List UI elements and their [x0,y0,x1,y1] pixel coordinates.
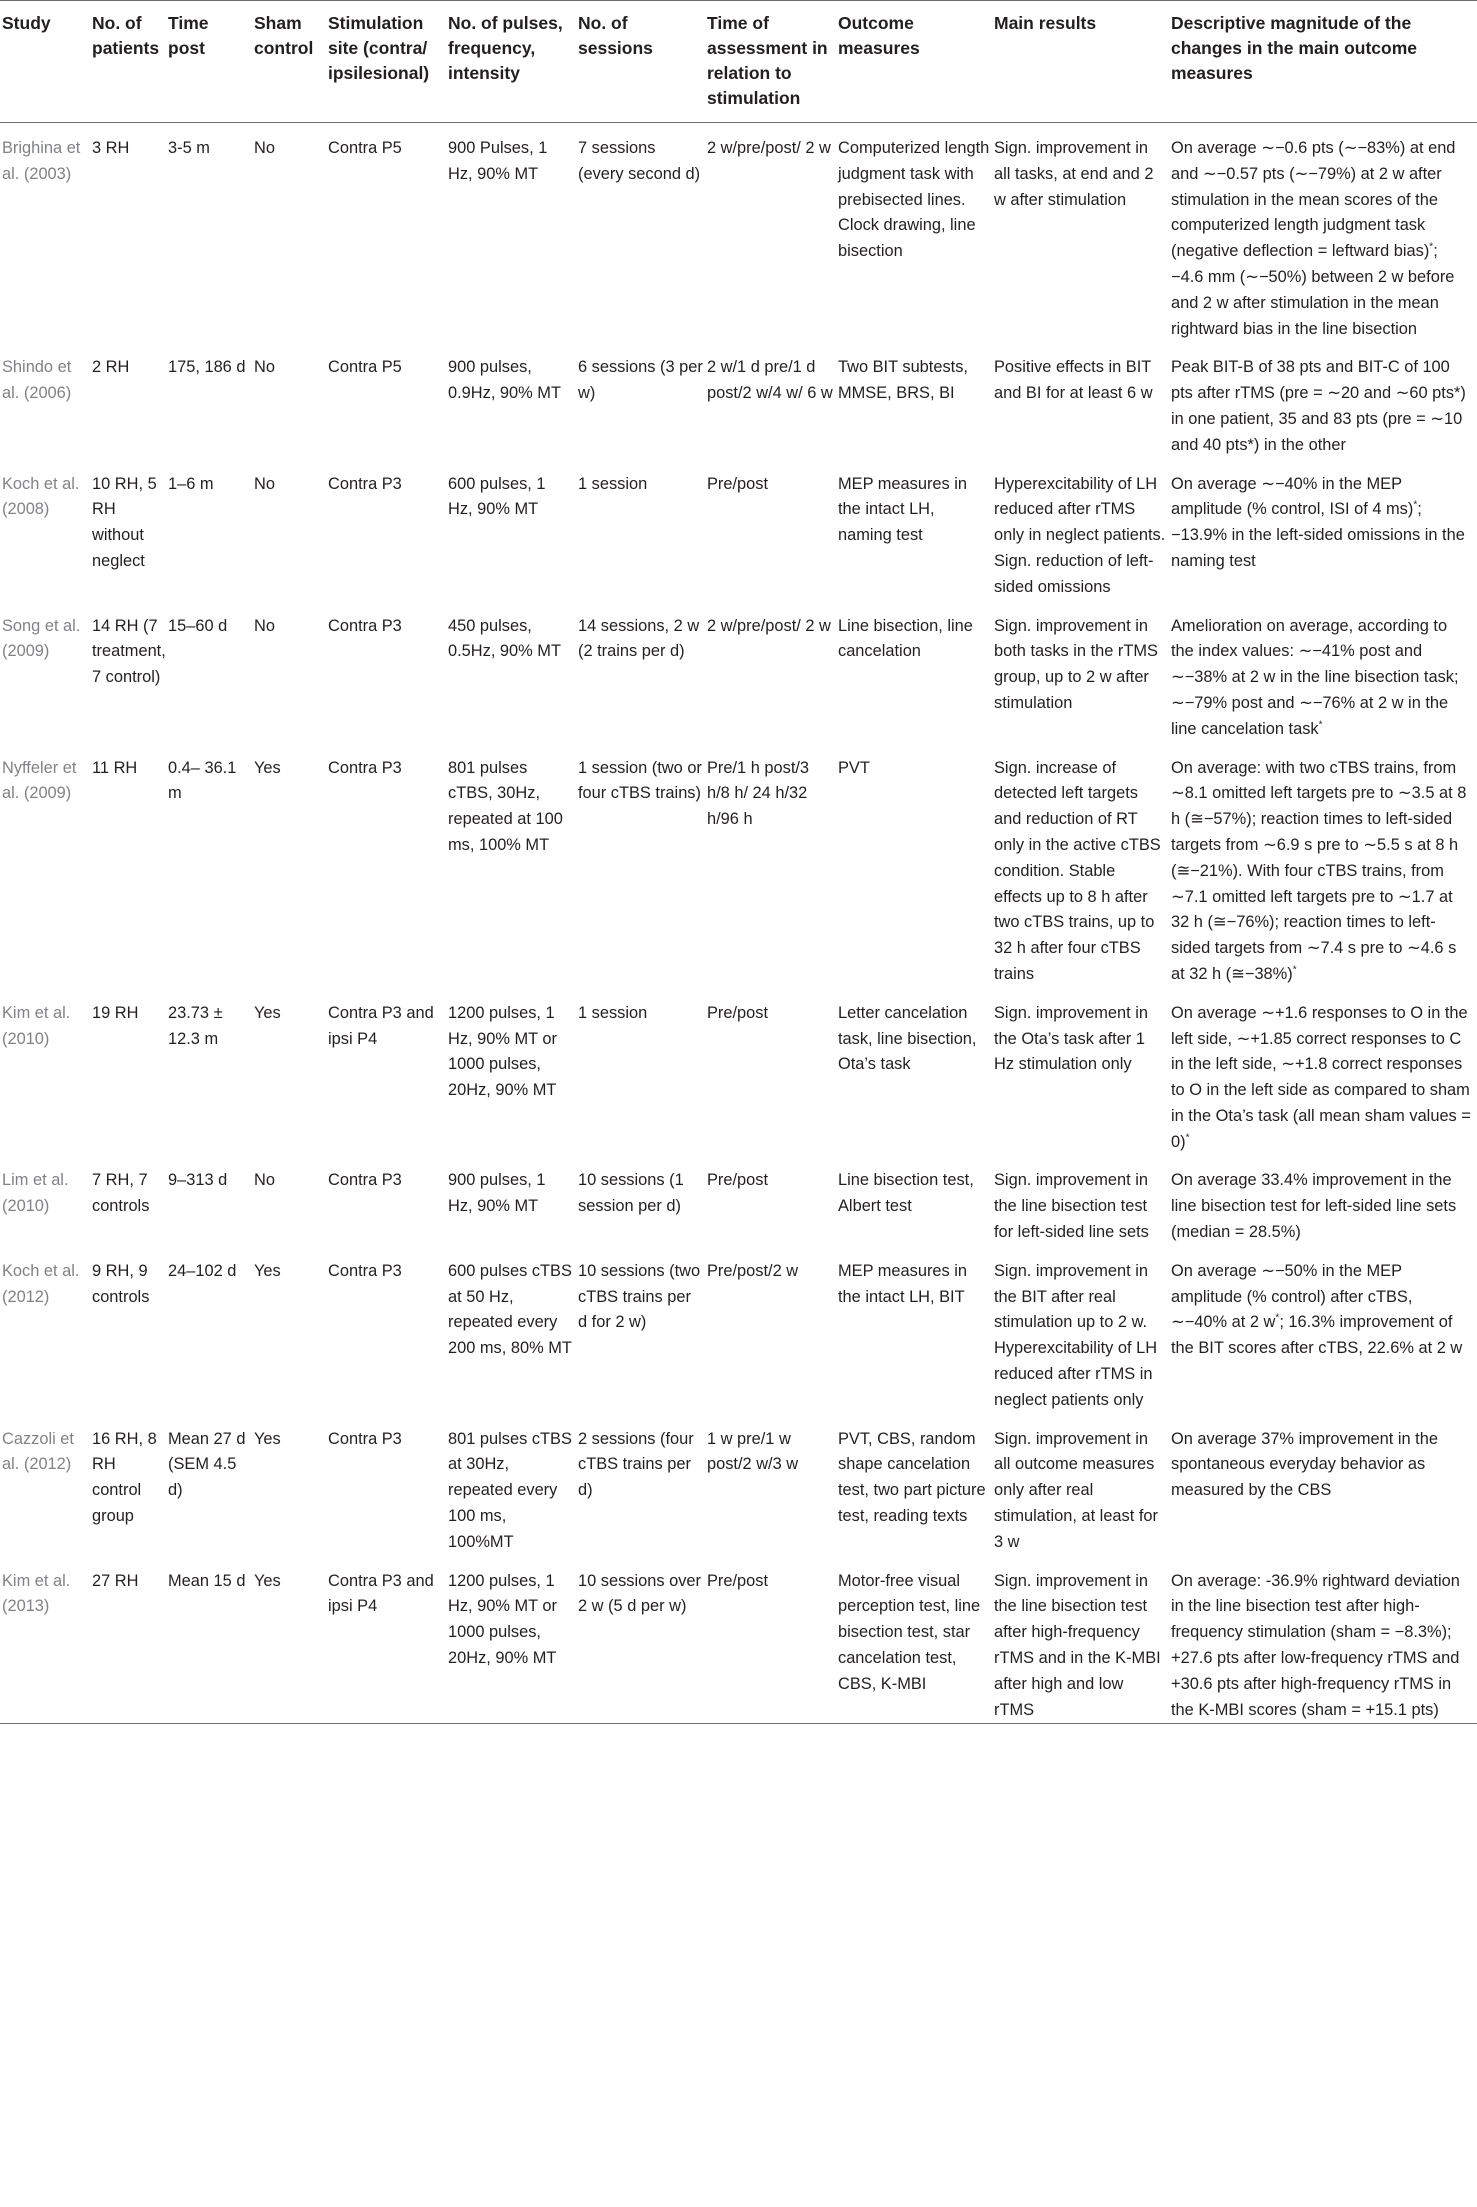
cell-sessions: 1 session [578,474,648,493]
cell-pulses: 600 pulses, 1 Hz, 90% MT [448,474,546,519]
cell-magnitude: On average: with two cTBS trains, from ∼8.1 omitted left targets pre to ∼3.5 at 8 h (≅−57%); reaction times to left-sided targets from ∼6.9 s pre to ∼5.5 s at 8 h (≅−21%). With four cTBS trains, from ∼7.1 omitted left targets pre to ∼1.7 at 32 h (≅−76%); reaction times to left-sided targets from ∼7.4 s pre to ∼4.6 s at 32 h (≅−38%)* [1171,758,1467,983]
cell-outcome: Two BIT subtests, MMSE, BRS, BI [838,358,968,403]
header-magnitude: Descriptive magnitude of the changes in the main outcome measures [1171,1,1477,123]
cell-site: Contra P3 [328,1171,402,1190]
cell-sham: Yes [254,1571,281,1590]
cell-study: Koch et al. (2012) [2,1261,80,1306]
cell-magnitude: On average ∼−50% in the MEP amplitude (% control) after cTBS, ∼−40% at 2 w*; 16.3% improvement of the BIT scores after cTBS, 22.6% at 2 w [1171,1261,1463,1358]
cell-sessions: 2 sessions (four cTBS trains per d) [578,1429,694,1500]
cell-sham: Yes [254,1003,281,1022]
cell-sham: No [254,139,275,157]
header-sham: Sham control [254,1,328,123]
cell-patients: 9 RH, 9 controls [92,1261,150,1306]
cell-results: Sign. improvement in the BIT after real stimulation up to 2 w. Hyperexcitability of LH reduced after rTMS in neglect patients only [994,1261,1158,1409]
cell-sessions: 14 sessions, 2 w (2 trains per d) [578,616,700,661]
cell-sham: No [254,616,275,635]
cell-outcome: Computerized length judgment task with prebisected lines. Clock drawing, line bisection [838,139,990,261]
cell-magnitude: On average 33.4% improvement in the line bisection test for left-sided line sets (median = 28.5%) [1171,1171,1457,1242]
cell-study: Brighina et al. (2003) [2,139,81,183]
cell-results: Sign. improvement in all tasks, at end and 2 w after stimulation [994,139,1154,209]
cell-pulses: 1200 pulses, 1 Hz, 90% MT or 1000 pulses, 20Hz, 90% MT [448,1571,557,1668]
cell-outcome: MEP measures in the intact LH, BIT [838,1261,968,1306]
cell-sham: Yes [254,1261,281,1280]
cell-time-post: 3-5 m [168,139,210,157]
cell-magnitude: On average ∼+1.6 responses to O in the left side, ∼+1.85 correct responses to C in the left side, ∼+1.8 correct responses to O in the left side as compared to sham in the Ota’s task (all mean sham values = 0)* [1171,1003,1471,1151]
cell-pulses: 900 pulses, 0.9Hz, 90% MT [448,358,561,403]
table-row [0,1246,1477,1414]
cell-magnitude: Peak BIT-B of 38 pts and BIT-C of 100 pts after rTMS (pre = ∼20 and ∼60 pts*) in one patient, 35 and 83 pts (pre = ∼10 and 40 pts*) in the other [1171,358,1466,454]
cell-pulses: 600 pulses cTBS at 50 Hz, repeated every 200 ms, 80% MT [448,1261,572,1358]
cell-assessment: Pre/post/2 w [707,1261,799,1280]
cell-patients: 16 RH, 8 RH control group [92,1429,157,1526]
header-sessions: No. of sessions [578,1,707,123]
cell-patients: 14 RH (7 treatment, 7 control) [92,616,166,687]
cell-outcome: Line bisection test, Albert test [838,1171,974,1216]
cell-outcome: Line bisection, line cancelation [838,616,973,661]
cell-patients: 19 RH [92,1003,139,1022]
cell-sham: No [254,1171,275,1190]
cell-sessions: 1 session (two or four cTBS trains) [578,758,702,803]
cell-magnitude: On average: -36.9% rightward deviation in the line bisection test after high-frequency stimulation (sham = −8.3%); +27.6 pts after low-frequency rTMS and +30.6 pts after high-frequency rTMS in the K-MBI scores (sham = +15.1 pts) [1171,1571,1460,1719]
cell-magnitude: On average ∼−0.6 pts (∼−83%) at end and ∼−0.57 pts (∼−79%) at 2 w after stimulation in the mean scores of the computerized length judgment task (negative deflection = leftward bias)*; −4.6 mm (∼−50%) between 2 w before and 2 w after stimulation in the mean rightward bias in the line bisection [1171,139,1456,338]
cell-time-post: 9–313 d [168,1171,228,1190]
cell-sessions: 7 sessions (every second d) [578,139,701,183]
cell-site: Contra P3 [328,758,402,777]
cell-pulses: 450 pulses, 0.5Hz, 90% MT [448,616,561,661]
table-row [0,601,1477,743]
cell-study: Kim et al. (2010) [2,1003,71,1048]
header-time-post: Time post [168,1,254,123]
cell-study: Cazzoli et al. (2012) [2,1429,74,1474]
cell-study: Koch et al. (2008) [2,474,80,519]
cell-magnitude: Amelioration on average, according to the index values: ∼−41% post and ∼−38% at 2 w in the line bisection task; ∼−79% post and ∼−76% at 2 w in the line cancelation task* [1171,616,1459,738]
cell-time-post: Mean 27 d (SEM 4.5 d) [168,1429,246,1500]
cell-results: Positive effects in BIT and BI for at least 6 w [994,358,1153,403]
cell-assessment: 1 w pre/1 w post/2 w/3 w [707,1429,799,1474]
header-results: Main results [994,1,1171,123]
table-row [0,1556,1477,1724]
cell-assessment: Pre/post [707,1571,769,1590]
cell-site: Contra P3 [328,616,402,635]
table-row [0,123,1477,343]
cell-results: Sign. improvement in the Ota’s task after 1 Hz stimulation only [994,1003,1148,1074]
header-row [0,1,1477,123]
header-pulses: No. of pulses, frequency, intensity [448,1,578,123]
cell-results: Sign. improvement in the line bisection test after high-frequency rTMS and in the K-MBI after high and low rTMS [994,1571,1161,1719]
header-patients: No. of patients [92,1,168,123]
header-assessment: Time of assessment in relation to stimulation [707,1,838,123]
cell-study: Nyffeler et al. (2009) [2,758,77,803]
cell-time-post: Mean 15 d [168,1571,246,1590]
cell-time-post: 1–6 m [168,474,214,493]
table-row [0,342,1477,458]
cell-outcome: Letter cancelation task, line bisection, Ota’s task [838,1003,977,1074]
cell-assessment: 2 w/pre/post/ 2 w [707,616,831,635]
cell-results: Sign. improvement in both tasks in the rTMS group, up to 2 w after stimulation [994,616,1158,712]
cell-sessions: 1 session [578,1003,648,1022]
cell-results: Sign. improvement in the line bisection test for left-sided line sets [994,1171,1149,1242]
cell-outcome: Motor-free visual perception test, line bisection test, star cancelation test, CBS, K-MBI [838,1571,981,1693]
cell-site: Contra P3 [328,1429,402,1448]
cell-assessment: Pre/post [707,1171,769,1190]
cell-patients: 11 RH [92,758,138,777]
cell-assessment: Pre/1 h post/3 h/8 h/ 24 h/32 h/96 h [707,758,810,829]
cell-study: Kim et al. (2013) [2,1571,71,1616]
cell-results: Sign. increase of detected left targets and reduction of RT only in the active cTBS condition. Stable effects up to 8 h after two cTBS trains, up to 32 h after four cTBS trains [994,758,1161,983]
table-row [0,459,1477,601]
cell-magnitude: On average ∼−40% in the MEP amplitude (% control, ISI of 4 ms)*; −13.9% in the left-sided omissions in the naming test [1171,474,1465,570]
cell-study: Song et al. (2009) [2,616,81,661]
cell-time-post: 0.4– 36.1 m [168,758,237,803]
cell-sham: No [254,474,275,493]
cell-patients: 3 RH [92,139,130,157]
header-study: Study [0,1,92,123]
cell-site: Contra P5 [328,139,402,157]
cell-time-post: 175, 186 d [168,358,246,377]
cell-site: Contra P3 and ipsi P4 [328,1003,434,1048]
header-site: Stimulation site (contra/ ipsilesional) [328,1,448,123]
cell-pulses: 1200 pulses, 1 Hz, 90% MT or 1000 pulses, 20Hz, 90% MT [448,1003,557,1100]
cell-patients: 7 RH, 7 controls [92,1171,150,1216]
cell-assessment: 2 w/pre/post/ 2 w [707,139,831,157]
cell-sham: Yes [254,1429,281,1448]
table-row [0,1414,1477,1556]
cell-assessment: Pre/post [707,474,769,493]
cell-pulses: 801 pulses cTBS, 30Hz, repeated at 100 ms, 100% MT [448,758,563,854]
cell-sessions: 10 sessions over 2 w (5 d per w) [578,1571,701,1616]
table-row [0,988,1477,1156]
cell-site: Contra P3 [328,474,402,493]
cell-results: Sign. improvement in all outcome measures only after real stimulation, at least for 3 w [994,1429,1158,1551]
cell-sessions: 10 sessions (two cTBS trains per d for 2 w) [578,1261,701,1332]
cell-pulses: 900 pulses, 1 Hz, 90% MT [448,1171,546,1216]
cell-study: Shindo et al. (2006) [2,358,72,403]
cell-magnitude: On average 37% improvement in the spontaneous everyday behavior as measured by the CBS [1171,1429,1438,1500]
cell-outcome: PVT [838,758,870,777]
cell-assessment: 2 w/1 d pre/1 d post/2 w/4 w/ 6 w [707,358,833,403]
cell-time-post: 15–60 d [168,616,228,635]
table-row [0,743,1477,988]
cell-pulses: 801 pulses cTBS at 30Hz, repeated every 100 ms, 100%MT [448,1429,572,1551]
cell-time-post: 24–102 d [168,1261,237,1280]
cell-patients: 10 RH, 5 RH without neglect [92,474,157,570]
cell-patients: 27 RH [92,1571,139,1590]
cell-study: Lim et al. (2010) [2,1171,69,1216]
cell-sessions: 6 sessions (3 per w) [578,358,703,403]
cell-site: Contra P5 [328,358,402,377]
cell-assessment: Pre/post [707,1003,769,1022]
cell-site: Contra P3 [328,1261,402,1280]
cell-patients: 2 RH [92,358,130,377]
cell-results: Hyperexcitability of LH reduced after rTMS only in neglect patients. Sign. reduction of left-sided omissions [994,474,1166,596]
cell-outcome: PVT, CBS, random shape cancelation test, two part picture test, reading texts [838,1429,986,1526]
cell-time-post: 23.73 ± 12.3 m [168,1003,223,1048]
cell-sham: Yes [254,758,281,777]
table-row [0,1155,1477,1245]
cell-outcome: MEP measures in the intact LH, naming test [838,474,968,545]
table-bottom-rule [0,1723,1477,1724]
cell-sham: No [254,358,275,377]
cell-sessions: 10 sessions (1 session per d) [578,1171,684,1216]
header-outcome: Outcome measures [838,1,994,123]
cell-site: Contra P3 and ipsi P4 [328,1571,434,1616]
cell-pulses: 900 Pulses, 1 Hz, 90% MT [448,139,548,183]
